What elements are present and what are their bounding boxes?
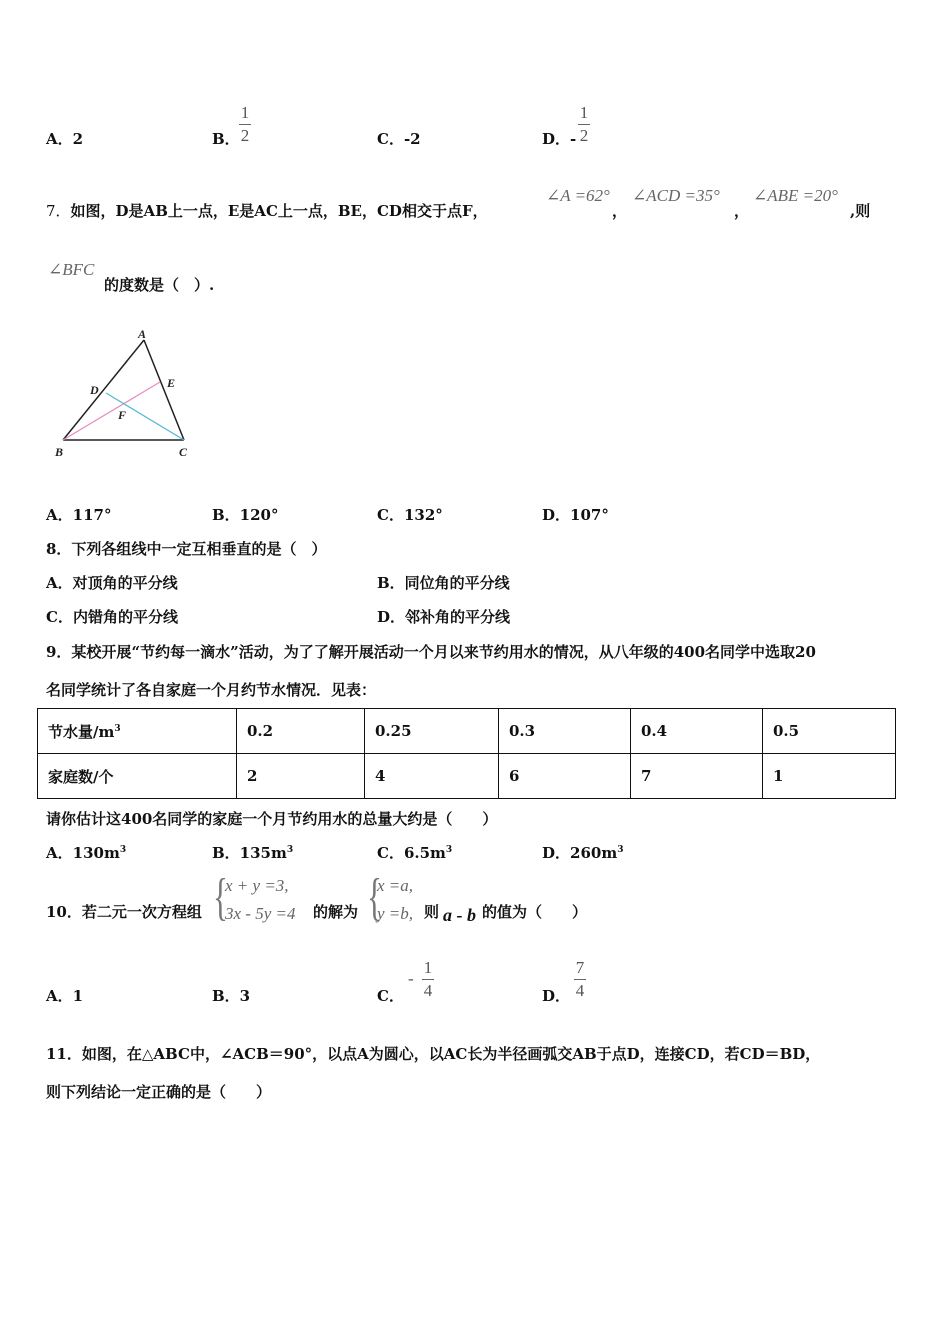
label-f: F <box>118 408 127 422</box>
q7-angle-bfc: ∠BFC <box>48 260 95 279</box>
q10-option-c-sign: - <box>408 969 414 988</box>
q7-option-a: A．117° <box>46 506 112 524</box>
q9-question: 请你估计这400名同学的家庭一个月节约用水的总量大约是（ ） <box>46 810 498 828</box>
q11-stem-line-2: 则下列结论一定正确的是（ ） <box>46 1083 272 1101</box>
table-cell: 6 <box>499 754 631 799</box>
table-cell: 4 <box>365 754 499 799</box>
side-ac <box>144 340 184 440</box>
q9-option-a: A．$130m^3$ <box>46 844 127 862</box>
table-cell: 0.2 <box>237 709 365 754</box>
table-header-cell: 节水量$/m^3$ <box>38 709 237 754</box>
q9-option-d: D．$260m^3$ <box>542 844 624 862</box>
q7-then: ,则 <box>850 202 871 220</box>
q10-mid: 的解为 <box>313 903 359 921</box>
label-d: D <box>90 383 99 397</box>
q7-question: 的度数是（ ）. <box>104 276 215 294</box>
q7-angle-abe: ∠ABE =20° <box>753 186 838 205</box>
q10-option-c-fraction: 1 4 <box>423 958 433 1000</box>
table-cell: 7 <box>631 754 763 799</box>
table-row <box>38 754 896 799</box>
q6-option-a: A．2 <box>46 130 84 148</box>
q10-solution-1: x =a, <box>377 876 414 895</box>
table-header-cell: 家庭数/个 <box>38 754 237 799</box>
q6-option-d: D．- <box>542 130 577 148</box>
water-saving-table <box>37 708 896 799</box>
q10-solution-2: y =b, <box>377 904 414 923</box>
q9-stem-line-2: 名同学统计了各自家庭一个月约节水情况．见表： <box>46 681 377 699</box>
table-row <box>38 709 896 754</box>
q6-option-b: B． <box>212 130 240 148</box>
q10-suffix: 的值为（ ） <box>482 903 588 921</box>
table-cell: 0.5 <box>763 709 896 754</box>
q10-option-d: D． <box>542 987 571 1005</box>
q6-option-c: C．-2 <box>377 130 421 148</box>
q7-option-d: D．107° <box>542 506 609 524</box>
triangle-figure <box>48 325 198 465</box>
table-cell: 0.4 <box>631 709 763 754</box>
q8-option-d: D．邻补角的平分线 <box>377 608 511 626</box>
q6-option-b-fraction: 1 2 <box>240 103 250 145</box>
q10-equation-2: 3x - 5y =4 <box>225 904 296 923</box>
label-a: A <box>138 327 147 341</box>
q7-angle-a: ∠A =62° <box>546 186 610 205</box>
q10-prefix: 10．若二元一次方程组 <box>46 903 202 921</box>
q10-option-b: B．3 <box>212 987 251 1005</box>
q6-option-d-fraction: 1 2 <box>579 103 589 145</box>
q11-stem-line-1: 11．如图，在△ABC中，∠ACB＝90°，以点A为圆心，以AC长为半径画弧交AB于点D，连接CD，若CD＝BD， <box>46 1045 821 1063</box>
q10-then: 则 <box>424 903 440 921</box>
q8-option-b: B．同位角的平分线 <box>377 574 510 592</box>
label-e: E <box>167 376 176 390</box>
table-cell: 0.25 <box>365 709 499 754</box>
q7-comma-2: ， <box>734 202 750 220</box>
q9-option-b: B．$135m^3$ <box>212 844 294 862</box>
q8-stem: 8．下列各组线中一定互相垂直的是（ ） <box>46 540 327 558</box>
side-ab <box>63 340 144 440</box>
label-c: C <box>179 445 188 459</box>
q10-equation-1: x + y =3, <box>225 876 289 895</box>
q7-stem: 7．如图，D是AB上一点，E是AC上一点，BE，CD相交于点F， <box>46 202 488 220</box>
q8-option-c: C．内错角的平分线 <box>46 608 178 626</box>
q10-brace-left: { <box>212 869 228 926</box>
table-cell: 1 <box>763 754 896 799</box>
q10-brace-right: { <box>366 869 382 926</box>
label-b: B <box>55 445 64 459</box>
q10-option-c: C． <box>377 987 404 1005</box>
q10-expression: a - b <box>443 905 476 925</box>
q7-comma-1: ， <box>612 202 628 220</box>
q7-angle-acd: ∠ACD =35° <box>632 186 720 205</box>
q7-option-c: C．132° <box>377 506 443 524</box>
table-cell: 0.3 <box>499 709 631 754</box>
q9-stem-line-1: 9．某校开展“节约每一滴水”活动，为了了解开展活动一个月以来节约用水的情况，从八年级的400名同学中选取20 <box>46 643 816 661</box>
q8-option-a: A．对顶角的平分线 <box>46 574 178 592</box>
segment-be <box>63 382 160 440</box>
table-cell: 2 <box>237 754 365 799</box>
q7-option-b: B．120° <box>212 506 279 524</box>
q9-option-c: C．$6.5m^3$ <box>377 844 453 862</box>
q10-option-a: A．1 <box>46 987 84 1005</box>
q10-option-d-fraction: 7 4 <box>575 958 585 1000</box>
